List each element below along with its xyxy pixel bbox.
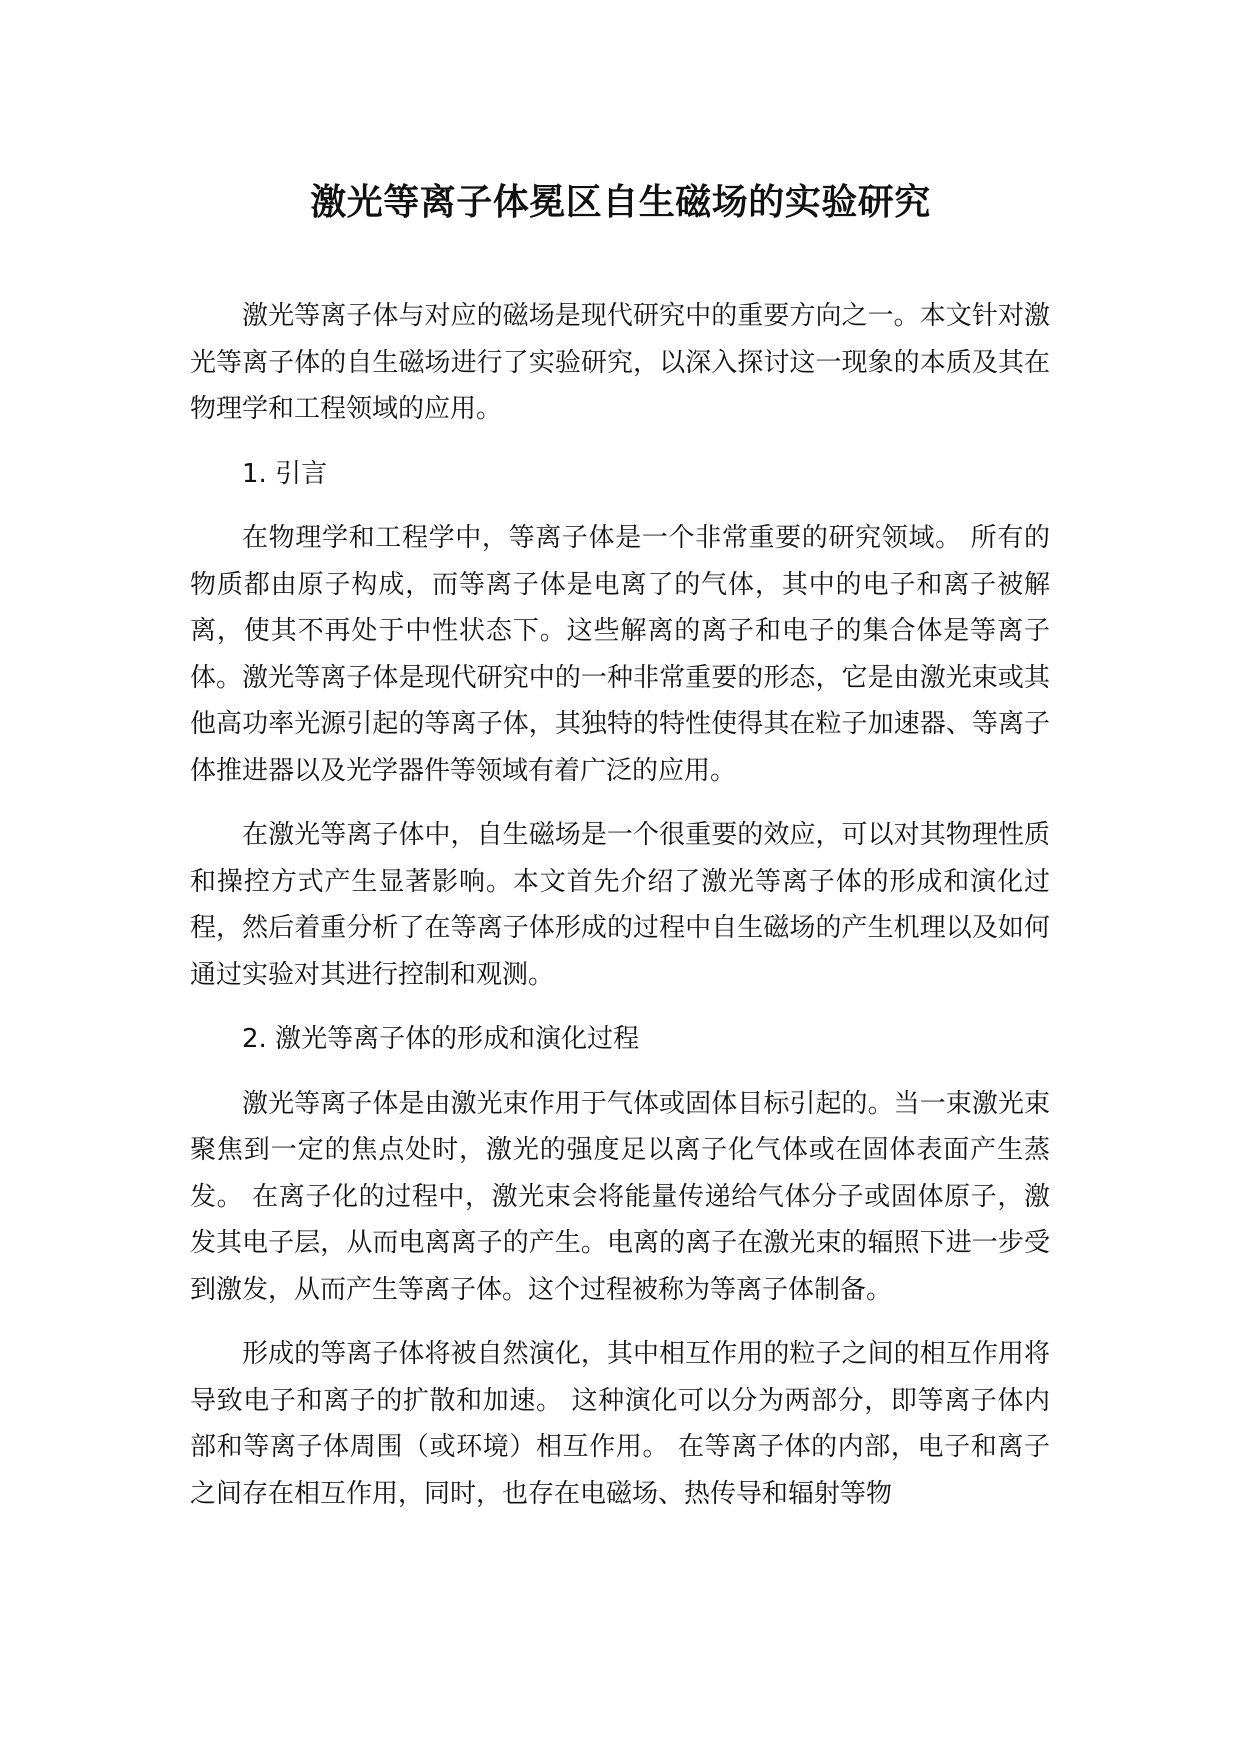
document-title: 激光等离子体冕区自生磁场的实验研究 <box>310 182 931 223</box>
paragraph-evolution-process: 形成的等离子体将被自然演化，其中相互作用的粒子之间的相互作用将导致电子和离子的扩散和加速。 这种演化可以分为两部分，即等离子体内部和等离子体周围（或环境）相互作用。 在等离子体的内部，电子和离子之间存在相互作用，同时，也存在电磁场、热传导和辐射等物 <box>190 1339 1050 1509</box>
section-heading-introduction: 1. 引言 <box>242 458 328 489</box>
paragraph-self-generated-field: 在激光等离子体中，自生磁场是一个很重要的效应，可以对其物理性质和操控方式产生显著影响。本文首先介绍了激光等离子体的形成和演化过程，然后着重分析了在等离子体形成的过程中自生磁场的产生机理以及如何通过实验对其进行控制和观测。 <box>190 820 1050 990</box>
paragraph-intro-abstract: 激光等离子体与对应的磁场是现代研究中的重要方向之一。本文针对激光等离子体的自生磁场进行了实验研究，以深入探讨这一现象的本质及其在物理学和工程领域的应用。 <box>190 301 1050 424</box>
document-body <box>190 293 1050 1535</box>
paragraph-plasma-overview: 在物理学和工程学中，等离子体是一个非常重要的研究领域。 所有的物质都由原子构成，而等离子体是电离了的气体，其中的电子和离子被解离，使其不再处于中性状态下。这些解离的离子和电子的集合体是等离子体。激光等离子体是现代研究中的一种非常重要的形态，它是由激光束或其他高功率光源引起的等离子体，其独特的特性使得其在粒子加速器、等离子体推进器以及光学器件等领域有着广泛的应用。 <box>190 523 1050 786</box>
paragraph-formation-process: 激光等离子体是由激光束作用于气体或固体目标引起的。当一束激光束聚焦到一定的焦点处时，激光的强度足以离子化气体或在固体表面产生蒸发。 在离子化的过程中，激光束会将能量传递给气体分子或固体原子，激发其电子层，从而电离离子的产生。电离的离子在激光束的辐照下进一步受到激发，从而产生等离子体。这个过程被称为等离子体制备。 <box>190 1088 1050 1305</box>
section-heading-formation: 2. 激光等离子体的形成和演化过程 <box>242 1024 640 1054</box>
